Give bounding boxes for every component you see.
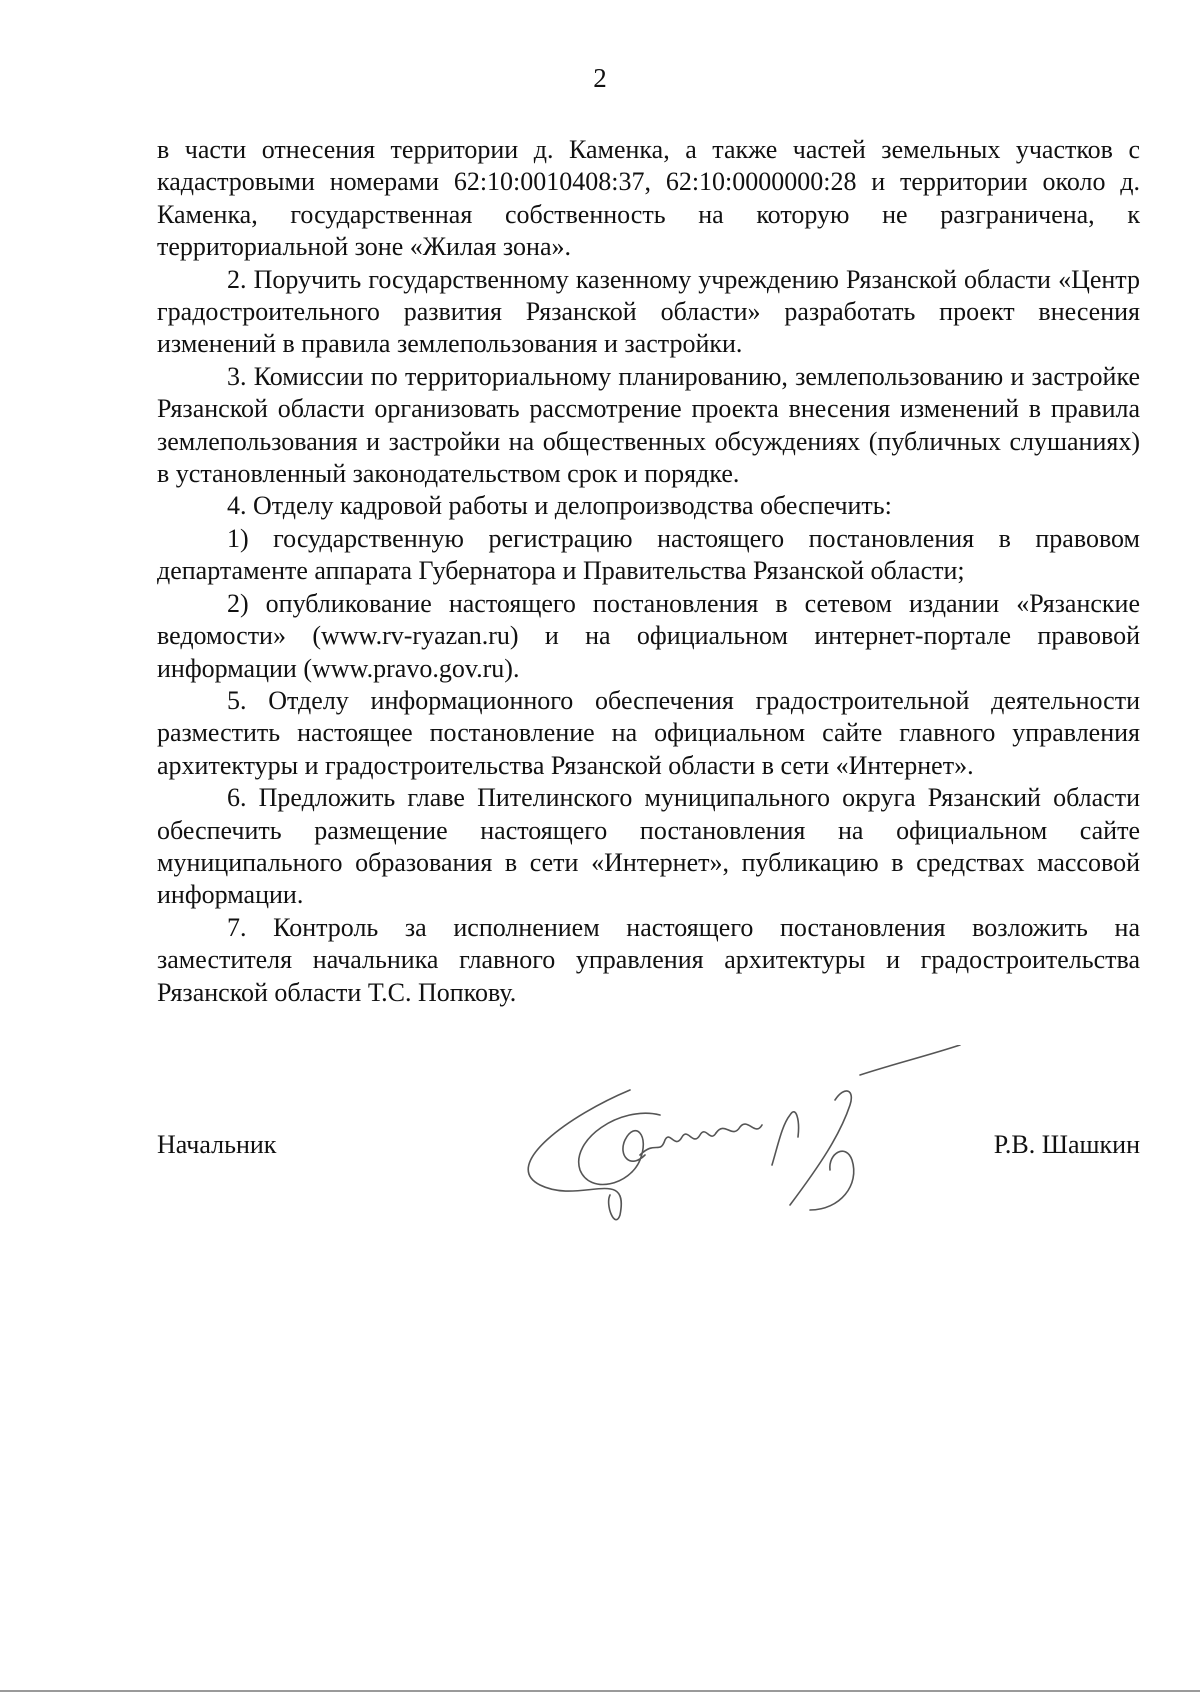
- page-number: 2: [593, 63, 607, 93]
- document-body: [157, 134, 1140, 1009]
- paragraph-item-6: 6. Предложить главе Пителинского муниципального округа Рязанский области обеспечить размещение настоящего постановления на официальном сайте муниципального образования в сети «Интернет», публикацию в средствах массовой информации.: [157, 783, 1140, 910]
- signatory-name: Р.В. Шашкин: [993, 1130, 1140, 1159]
- signature-block: [157, 1128, 1140, 1168]
- paragraph-item-7: 7. Контроль за исполнением настоящего постановления возложить на заместителя начальника главного управления архитектуры и градостроительства Рязанской области Т.С. Попкову.: [157, 912, 1140, 1007]
- paragraph-item-2: 2. Поручить государственному казенному учреждению Рязанской области «Центр градостроительного развития Рязанской области» разработать проект внесения изменений в правила землепользования и застройки.: [157, 264, 1140, 359]
- paragraph-item-5: 5. Отделу информационного обеспечения градостроительной деятельности разместить настоящее постановление на официальном сайте главного управления архитектуры и градостроительства Рязанской области в сети «Интернет».: [157, 685, 1140, 780]
- paragraph-item-4: 4. Отделу кадровой работы и делопроизводства обеспечить:: [227, 491, 892, 521]
- signatory-title: Начальник: [157, 1130, 277, 1159]
- page-bottom-divider: [0, 1690, 1200, 1692]
- paragraph-subitem-2: 2) опубликование настоящего постановления в сетевом издании «Рязанские ведомости» (www.rv-ryazan.ru) и на официальном интернет-портале правовой информации (www.pravo.gov.ru).: [157, 588, 1140, 683]
- paragraph-item-3: 3. Комиссии по территориальному планированию, землепользованию и застройке Рязанской области организовать рассмотрение проекта внесения изменений в правила землепользования и застройки на общественных обсуждениях (публичных слушаниях) в установленный законодательством срок и порядке.: [157, 361, 1140, 489]
- paragraph-subitem-1: 1) государственную регистрацию настоящего постановления в правовом департаменте аппарата Губернатора и Правительства Рязанской области;: [157, 523, 1140, 586]
- paragraph-continuation: в части отнесения территории д. Каменка, а также частей земельных участков с кадастровыми номерами 62:10:0010408:37, 62:10:0000000:28 и территории около д. Каменка, государственная собственность на которую не разграничена, к территориальной зоне «Жилая зона».: [157, 135, 1140, 262]
